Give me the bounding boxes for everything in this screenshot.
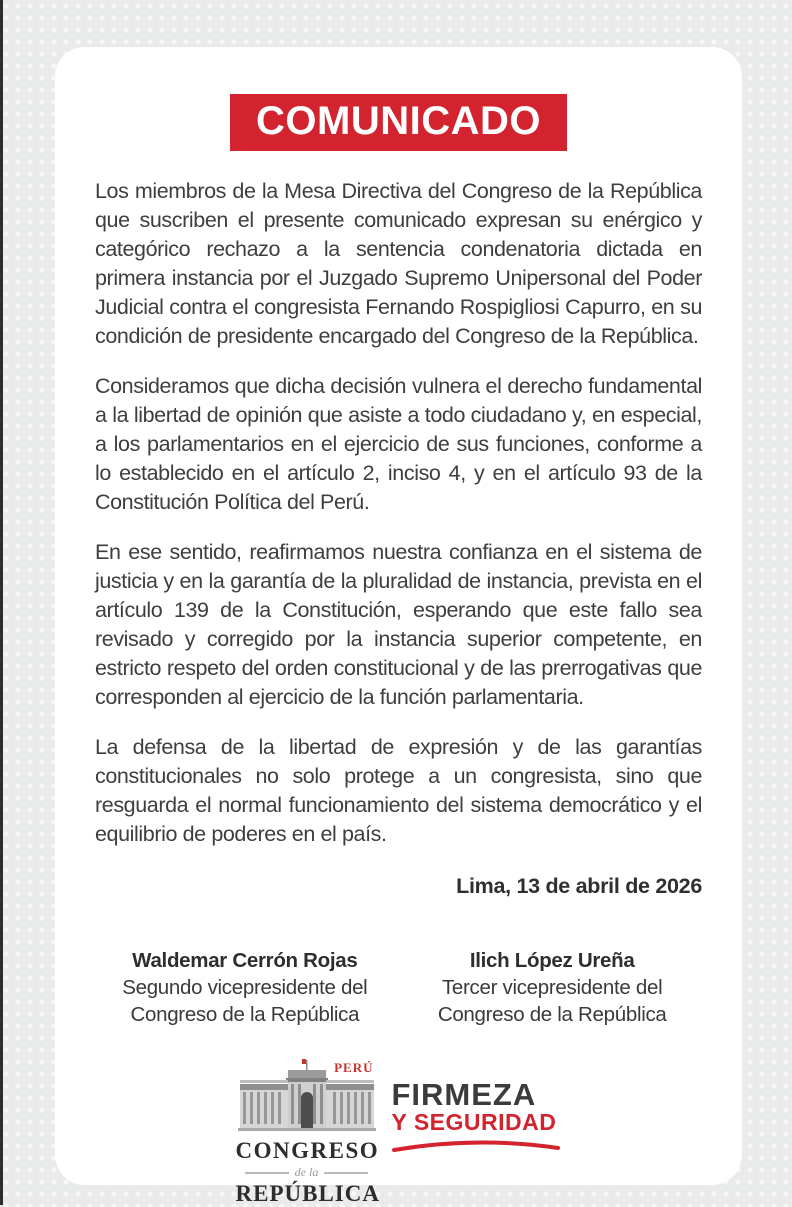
signatory-role-line2: Congreso de la República [130, 1003, 360, 1026]
paragraph-block [95, 177, 702, 849]
communique-body [55, 177, 742, 1207]
signature-row [95, 947, 702, 1028]
separator-rule-right [324, 1172, 368, 1174]
paragraph-4: La defensa de la libertad de expresión y de las garantías constitucionales no solo protege a un congresista, sino que resguarda el normal funcionamiento del sistema democrático y el equilibrio de poderes en el país. [95, 735, 702, 846]
signatory-role-line1: Segundo vicepresidente del [122, 976, 368, 999]
peru-label: PERÚ [334, 1060, 374, 1075]
signatory-name: Ilich López Ureña [469, 949, 635, 972]
communique-title-banner: COMUNICADO [230, 94, 567, 151]
republica-label: REPÚBLICA [235, 1181, 380, 1206]
de-la-label: de la [294, 1165, 319, 1179]
y-seguridad-label: Y SEGURIDAD [391, 1109, 557, 1135]
legislative-palace-icon [236, 1058, 378, 1136]
communique-card [55, 47, 742, 1206]
signatory-role-line2: Congreso de la República [437, 1003, 667, 1026]
logo-row [95, 1058, 702, 1207]
signatory-role-line1: Tercer vicepresidente del [441, 976, 663, 999]
firmeza-label: FIRMEZA [391, 1077, 537, 1112]
signature-block-third-vp [410, 947, 694, 1028]
de-la-separator [236, 1165, 378, 1180]
left-edge-strip [0, 0, 3, 1205]
signatory-name: Waldemar Cerrón Rojas [132, 949, 358, 972]
paragraph-3: En ese sentido, reafirmamos nuestra confianza en el sistema de justicia y en la garantía de la pluralidad de instancia, prevista en el artículo 139 de la Constitución, esperando que este fallo sea revisado y corregido por la instancia superior competente, en estricto respeto del orden constitucional y de las prerrogativas que corresponden al ejercicio de la función parlamentaria. [95, 540, 702, 709]
congress-wordmark [236, 1138, 378, 1207]
banner-row [55, 94, 742, 151]
congress-logo [236, 1058, 378, 1207]
separator-rule-left [245, 1172, 289, 1174]
dateline: Lima, 13 de abril de 2026 [456, 874, 702, 898]
paragraph-1: Los miembros de la Mesa Directiva del Congreso de la República que suscriben el presente comunicado expresan su enérgico y categórico rechazo a la sentencia condenatoria dictada en primera instancia por el Juzgado Supremo Unipersonal del Poder Judicial contra el congresista Fernando Rospigliosi Capurro, en su condición de presidente encargado del Congreso de la República. [95, 179, 702, 348]
signature-block-second-vp [103, 947, 387, 1028]
firmeza-y-seguridad-logo [392, 1058, 562, 1152]
congreso-label: CONGRESO [235, 1138, 380, 1163]
red-swoosh-icon [392, 1138, 560, 1152]
paragraph-2: Consideramos que dicha decisión vulnera el derecho fundamental a la libertad de opinión que asiste a todo ciudadano y, en especial, a los parlamentarios en el ejercicio de sus funciones, conforme a lo establecido en el artículo 2, inciso 4, y en el artículo 93 de la Constitución Política del Perú. [95, 374, 702, 514]
